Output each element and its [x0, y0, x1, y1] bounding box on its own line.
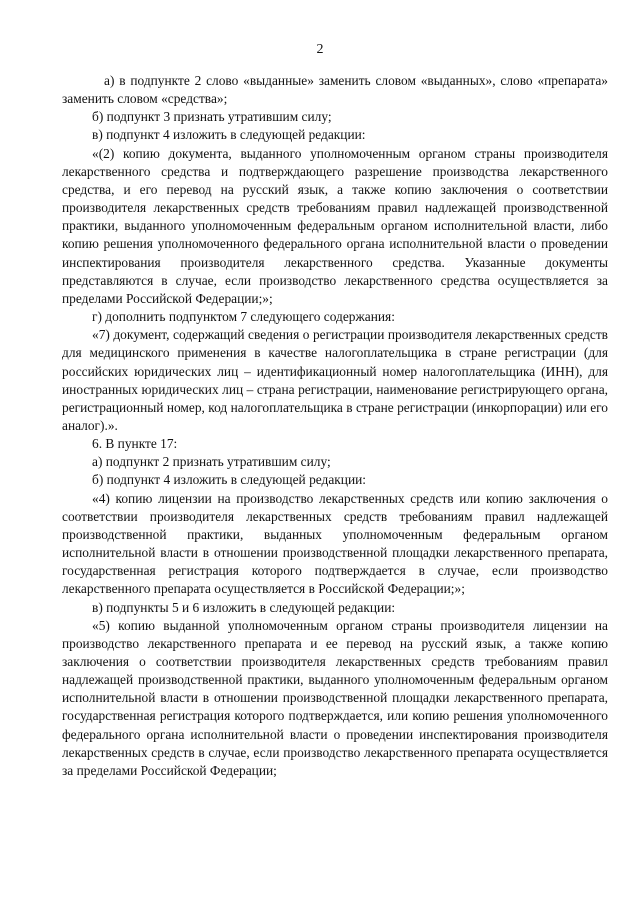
paragraph-quoted-subpoint-4: «4) копию лицензии на производство лекарственных средств или копию заключения о соответствии производителя лекарственных средств требованиям правил надлежащей производственной практики, выданных уполномоченным федеральным органом исполнительной власти в отношении производственной площадки лекарственного препарата, государственная регистрация которого подтверждается в случае, если производство лекарственного препарата осуществляется в Российской Федерации;»; — [62, 490, 608, 597]
paragraph-quoted-subpoint-5: «5) копию выданной уполномоченным органом страны производителя лицензии на производство лекарственного препарата и ее перевод на русский язык, а также копию заключения о соответствии производителя лекарственных средств требованиям правил надлежащей производственной практики, выданного уполномоченным федеральным органом исполнительной власти в отношении производственной площадки лекарственного препарата, государственная регистрация которого подтверждается, или копию решения уполномоченного федерального органа исполнительной власти о проведении инспектирования производителя лекарственных средств в случае, если производство лекарственного препарата осуществляется за пределами Российской Федерации; — [62, 617, 608, 778]
paragraph-item-a-amend-subpoint-2: а) в подпункте 2 слово «выданные» заменить словом «выданных», слово «препарата» заменить словом «средства»; — [62, 73, 608, 107]
paragraph-quoted-subpoint-7: «7) документ, содержащий сведения о регистрации производителя лекарственных средств для медицинского применения в качестве налогоплательщика в стране регистрации (для российских юридических лиц – идентификационный номер налогоплательщика (ИНН), для иностранных юридических лиц – страна регистрации, наименование регистрирующего органа, регистрационный номер, код налогоплательщика в стране регистрации (инкорпорации) или его аналог).». — [62, 327, 608, 433]
paragraph-quoted-subpoint-2: «(2) копию документа, выданного уполномоченным органом страны производителя лекарственного средства и подтверждающего разрешение производства лекарственного средства, и его перевод на русский язык, а также копию заключения о соответствии производителя лекарственных средств требованиям правил надлежащей производственной практики, выданного уполномоченным федеральным органом исполнительной власти, либо копию решения уполномоченного федерального органа исполнительной власти о проведении инспектирования производителя лекарственного средства. Указанные документы представляются в случае, если производство лекарственного средства осуществляется за пределами Российской Федерации;»; — [62, 145, 608, 306]
page-number: 2 — [316, 42, 324, 57]
paragraph-item-v-new-wording-subpoint-4: в) подпункт 4 изложить в следующей редакции: — [92, 127, 366, 143]
paragraph-point-6-item-a: а) подпункт 2 признать утратившим силу; — [92, 454, 331, 470]
paragraph-item-g-add-subpoint-7: г) дополнить подпунктом 7 следующего содержания: — [92, 309, 395, 325]
paragraph-point-6-item-v: в) подпункты 5 и 6 изложить в следующей редакции: — [92, 599, 396, 615]
paragraph-point-6-item-b: б) подпункт 4 изложить в следующей редакции: — [92, 472, 367, 488]
paragraph-item-b-repeal-subpoint-3: б) подпункт 3 признать утратившим силу; — [92, 109, 332, 125]
paragraph-point-6-heading: 6. В пункте 17: — [92, 436, 178, 452]
document-body — [62, 72, 608, 780]
